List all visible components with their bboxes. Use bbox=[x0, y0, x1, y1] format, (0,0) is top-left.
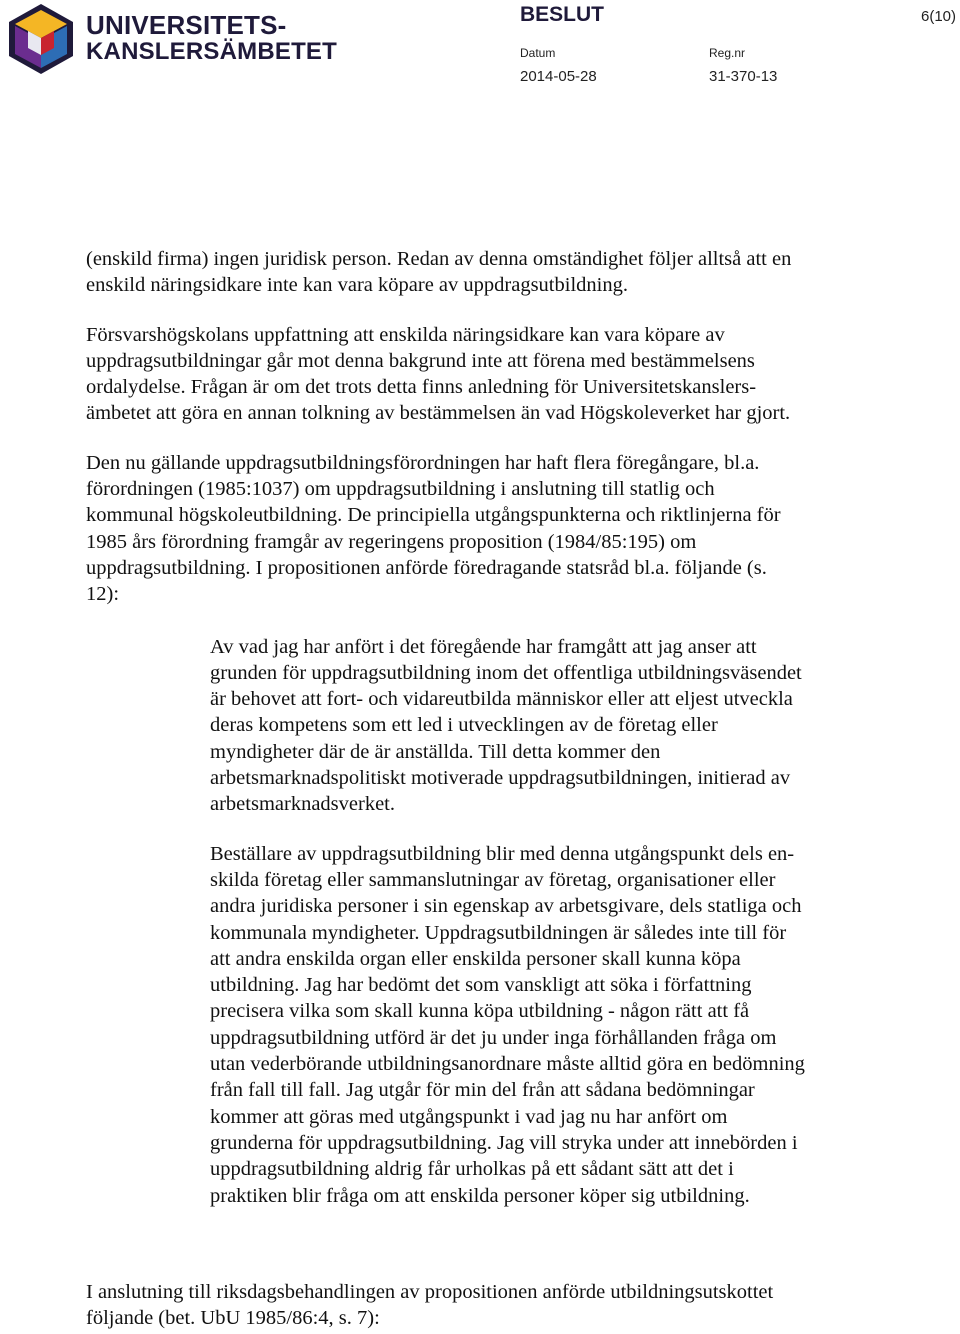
quote-paragraph-2: Beställare av uppdragsutbildning blir med denna utgångspunkt dels en- skilda företag eller sammanslutningar av företag, organisationer eller andra juridiska personer i sin egenskap av arbetsgivare, dels statliga och kommunala myndigheter. Uppdragsutbildningen är således inte till för att andra enskilda organ eller enskilda personer skall kunna köpa utbildning. Jag har bedömt det som vanskligt att söka i författning precisera vilka som skall kunna köpa utbildning - någon rätt att få uppdragsutbildning utförd är det ju under inga förhållanden fråga om utan vederbörande utbildningsanordnare måste alltid göra en bedömning från fall till fall. Jag utgår för min del från att sådana bedömningar kommer att göras med utgångspunkt i vad jag nu har anfört om grunderna för uppdragsutbildning. Jag vill stryka under att innebörden i uppdragsutbildning aldrig får urholkas på ett sådant sätt att det i praktiken blir fråga om att enskilda personer köper sig utbildning. bbox=[210, 842, 805, 1207]
page-number: 6(10) bbox=[921, 8, 957, 25]
date-value: 2014-05-28 bbox=[520, 68, 597, 85]
body-paragraph-final: I anslutning till riksdagsbehandlingen av propositionen anförde utbildningsutskottet följande (bet. UbU 1985/86:4, s. 7): bbox=[86, 1281, 774, 1330]
date-label: Datum bbox=[520, 46, 556, 60]
cube-logo-icon bbox=[6, 2, 76, 76]
body-paragraph-2: Försvarshögskolans uppfattning att enskilda näringsidkare kan vara köpare av uppdragsutbildningar går mot denna bakgrund inte att förena med bestämmelsens ordalydelse. Frågan är om det trots detta finns anledning för Universitetskanslers- ämbetet att göra en annan tolkning av bestämmelsen än vad Högskoleverket har gjort. bbox=[86, 323, 791, 425]
document-body bbox=[86, 246, 886, 1232]
body-paragraph-1: (enskild firma) ingen juridisk person. Redan av denna omständighet följer alltså att en enskild näringsidkare inte kan vara köpare av uppdragsutbildning. bbox=[86, 248, 792, 297]
reg-number-value: 31-370-13 bbox=[709, 68, 778, 85]
document-type: BESLUT bbox=[520, 3, 604, 26]
quote-paragraph-1: Av vad jag har anfört i det föregående har framgått att jag anser att grunden för uppdragsutbildning inom det offentliga utbildningsväsendet är behovet att fort- och vidareutbilda människor eller att eljest utveckla deras kompetens som ett led i utvecklingen av de företag eller myndigheter där de är anställda. Till detta kommer den arbetsmarknadspolitiskt motiverade uppdragsutbildningen, initierad av arbetsmarknadsverket. bbox=[210, 635, 802, 816]
reg-number-label: Reg.nr bbox=[709, 46, 746, 60]
logo-line-2: KANSLERSÄMBETET bbox=[86, 38, 338, 65]
logo-wordmark bbox=[86, 12, 337, 64]
agency-logo bbox=[6, 2, 346, 78]
block-quote bbox=[86, 634, 886, 1209]
logo-line-1: UNIVERSITETS- bbox=[86, 10, 287, 40]
body-paragraph-3: Den nu gällande uppdragsutbildningsförordningen har haft flera föregångare, bl.a. förordningen (1985:1037) om uppdragsutbildning i anslutning till statlig och kommunal högskoleutbildning. De principiella utgångspunkterna och riktlinjerna för 1985 års förordning framgår av regeringens proposition (1984/85:195) om uppdragsutbildning. I propositionen anförde föredragande statsråd bl.a. följande (s. 12): bbox=[86, 451, 781, 606]
